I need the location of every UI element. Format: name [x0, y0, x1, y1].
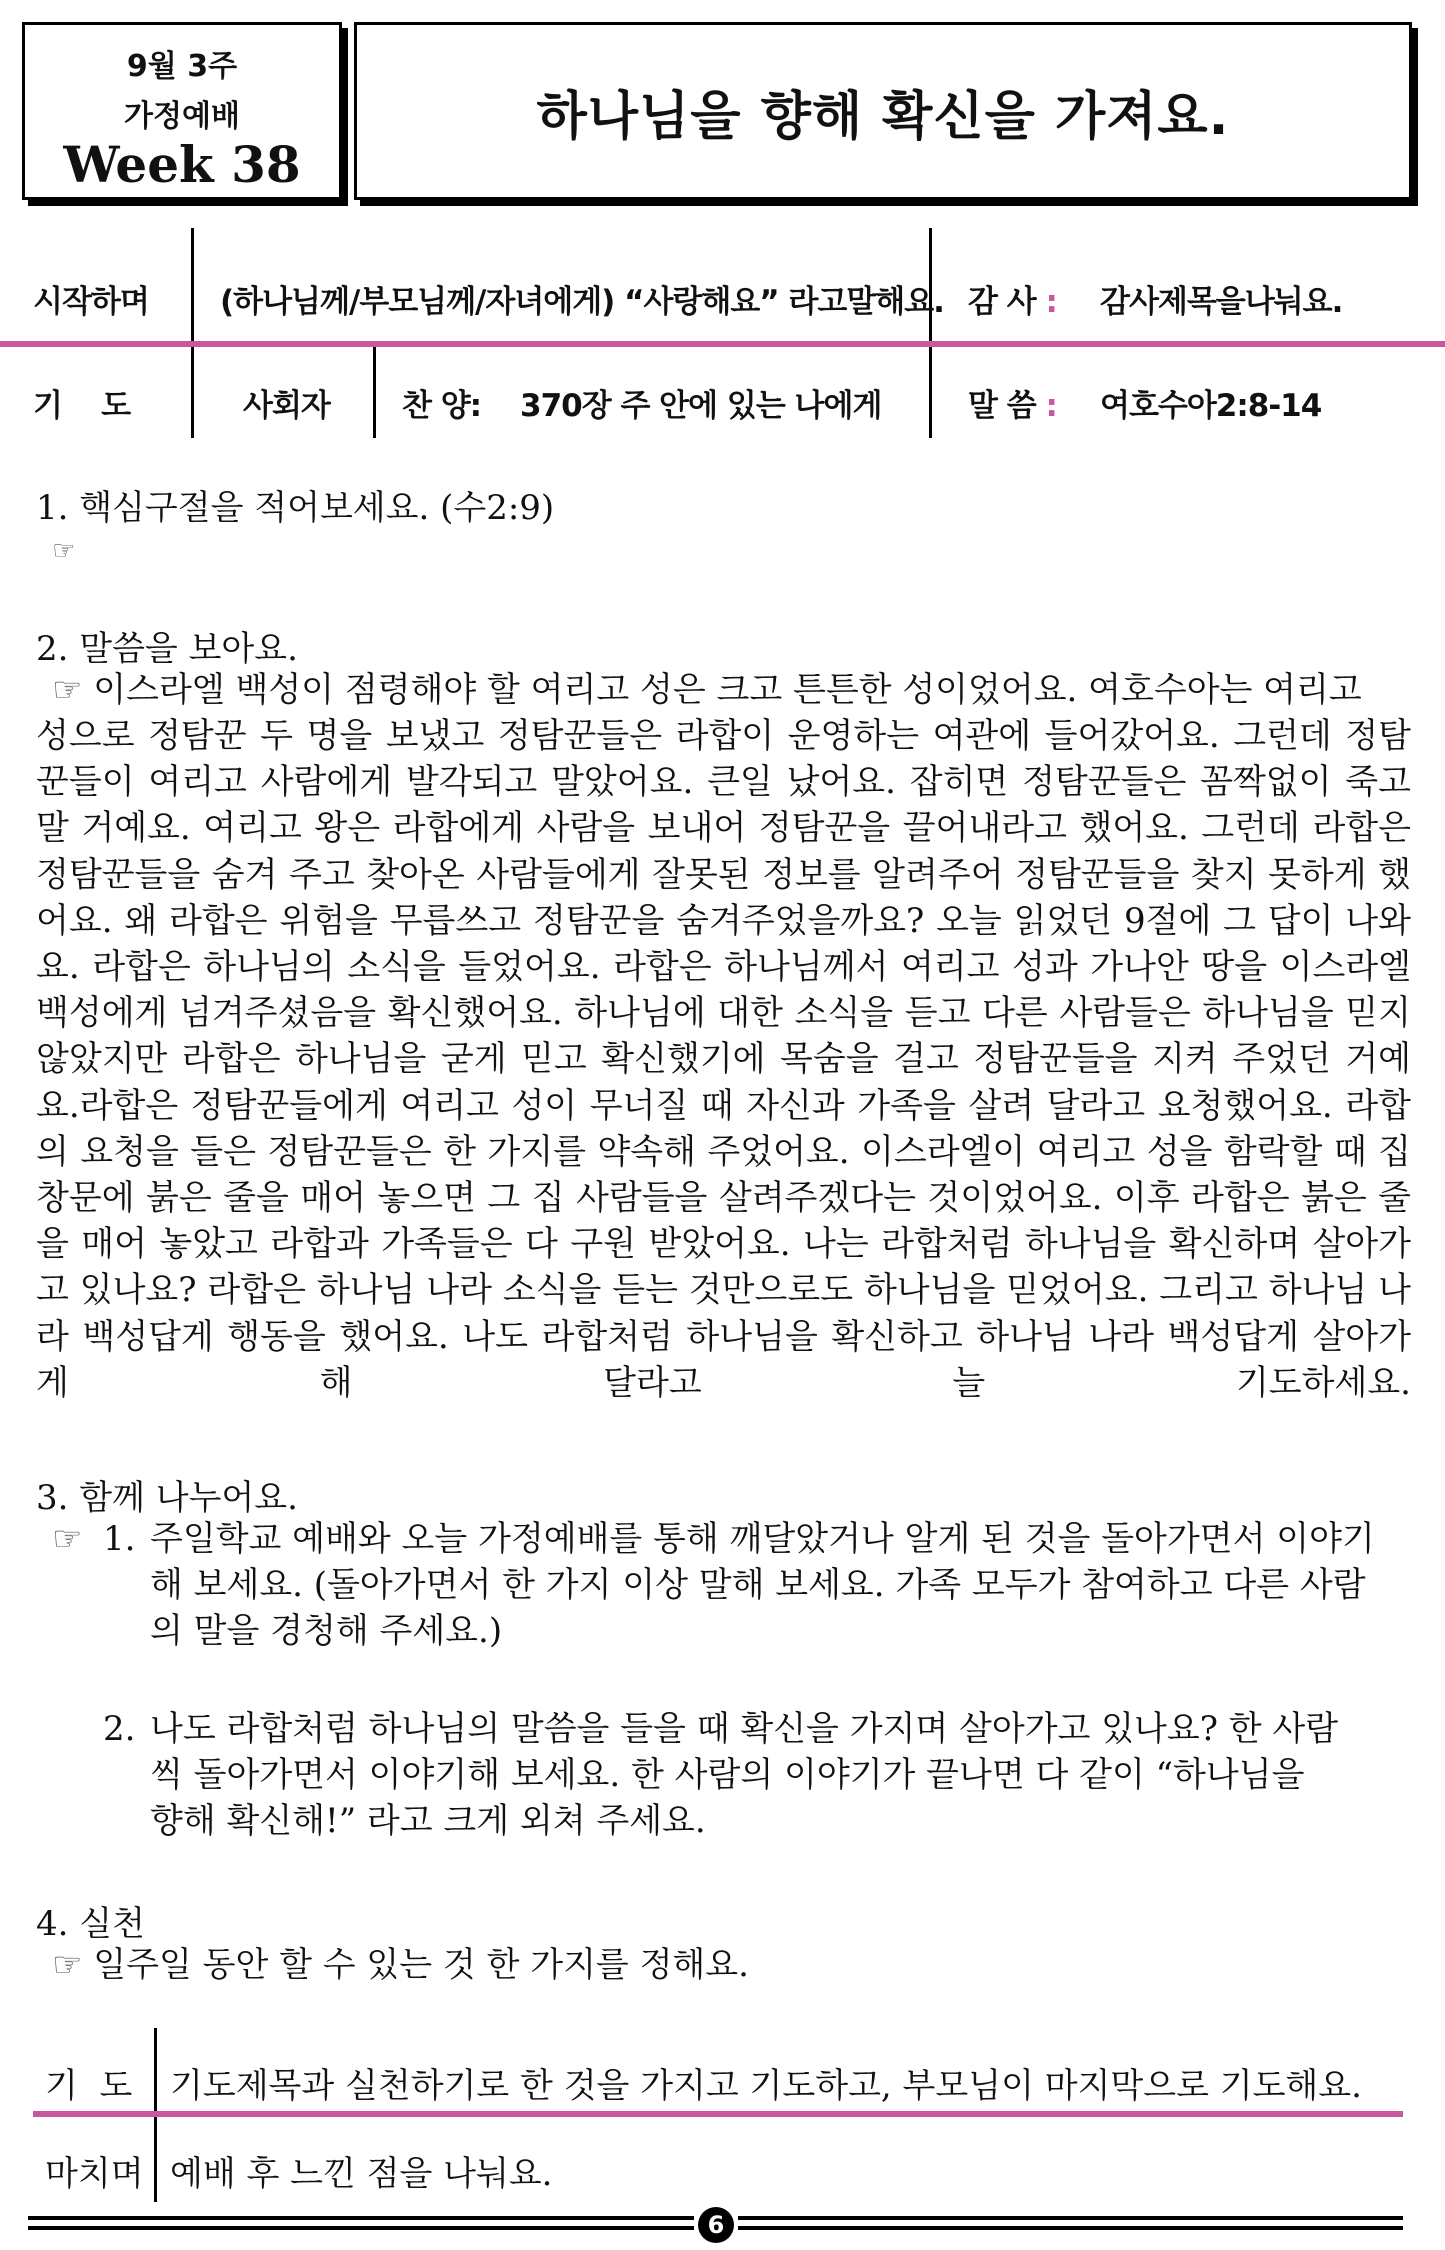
- question1-number: 1.: [103, 1519, 136, 1559]
- section4-text-line: [52, 1942, 749, 1988]
- service-name: 가정예배: [124, 99, 240, 134]
- grid-divider: [929, 228, 932, 438]
- question2-number: 2.: [103, 1709, 136, 1749]
- footer-line: [28, 2226, 694, 2230]
- pointing-hand-icon: ☞: [52, 536, 76, 566]
- thanks-colon: :: [1045, 284, 1057, 320]
- section2-first-line: [52, 667, 1362, 713]
- closing-row-divider: [33, 2111, 1403, 2117]
- week-number: Week 38: [63, 135, 301, 194]
- word-text: 여호수아2:8-14: [1100, 388, 1322, 424]
- title-box: [354, 22, 1412, 200]
- section1-title: 1. 핵심구절을 적어보세요. (수2:9): [36, 488, 555, 528]
- hymn-text: 370장 주 안에 있는 나에게: [520, 388, 882, 424]
- grid-divider: [191, 228, 194, 438]
- leader-label: 사회자: [243, 388, 330, 424]
- word-label-text: 말 씀: [968, 388, 1036, 424]
- thanks-label-text: 감 사: [968, 284, 1036, 320]
- footer-line: [738, 2226, 1403, 2230]
- section2-title: 2. 말씀을 보아요.: [36, 629, 298, 669]
- footer-line: [28, 2216, 694, 2220]
- section2-first-line-text: 이스라엘 백성이 점령해야 할 여리고 성은 크고 튼튼한 성이었어요. 여호수아는 여리고: [93, 670, 1362, 710]
- week-info-box: [22, 22, 342, 200]
- question1-text: 주일학교 예배와 오늘 가정예배를 통해 깨달았거나 알게 된 것을 돌아가면서 이야기해 보세요. (돌아가면서 한 가지 이상 말해 보세요. 가족 모두가 참여하고 다른 사람의 말을 경청해 주세요.): [150, 1519, 1375, 1652]
- pointing-hand-icon: ☞: [52, 1945, 83, 1985]
- closing-prayer-label: 기 도: [45, 2066, 133, 2106]
- closing-end-label: 마치며: [45, 2154, 144, 2194]
- page-number: 6: [698, 2207, 734, 2243]
- word-colon: :: [1045, 388, 1057, 424]
- closing-prayer-text: 기도제목과 실천하기로 한 것을 가지고 기도하고, 부모님이 마지막으로 기도해요.: [170, 2066, 1362, 2106]
- opening-label: 시작하며: [33, 284, 149, 320]
- section2-body: 성으로 정탐꾼 두 명을 보냈고 정탐꾼들은 라합이 운영하는 여관에 들어갔어요. 그런데 정탐꾼들이 여리고 사람에게 발각되고 말았어요. 큰일 났어요. 잡히면 정탐꾼들은 꼼짝없이 죽고 말 거예요. 여리고 왕은 라합에게 사람을 보내어 정탐꾼을 끌어내라고 했어요. 그런데 라합은 정탐꾼들을 숨겨 주고 찾아온 사람들에게 잘못된 정보를 알려주어 정탐꾼들을 찾지 못하게 했어요. 왜 라합은 위험을 무릅쓰고 정탐꾼을 숨겨주었을까요? 오늘 읽었던 9절에 그 답이 나와요. 라합은 하나님의 소식을 들었어요. 라합은 하나님께서 여리고 성과 가나안 땅을 이스라엘 백성에게 넘겨주셨음을 확신했어요. 하나님에 대한 소식을 듣고 다른 사람들은 하나님을 믿지 않았지만 라합은 하나님을 굳게 믿고 확신했기에 목숨을 걸고 정탐꾼들을 지켜 주었던 거예요.라합은 정탐꾼들에게 여리고 성이 무너질 때 자신과 가족을 살려 달라고 요청했어요. 라합의 요청을 들은 정탐꾼들은 한 가지를 약속해 주었어요. 이스라엘이 여리고 성을 함락할 때 집 창문에 붉은 줄을 매어 놓으면 그 집 사람들을 살려주겠다는 것이었어요. 이후 라합은 붉은 줄을 매어 놓았고 라합과 가족들은 다 구원 받았어요. 나는 라합처럼 하나님을 확신하며 살아가고 있나요? 라합은 하나님 나라 소식을 듣는 것만으로도 하나님을 믿었어요. 그리고 하나님 나라 백성답게 행동을 했어요. 나도 라합처럼 하나님을 확신하고 하나님 나라 백성답게 살아가게 해 달라고 늘 기도하세요.: [36, 716, 1411, 1403]
- grid-divider: [373, 345, 376, 438]
- thanks-text: 감사제목을나눠요.: [1100, 284, 1343, 320]
- hymn-label: 찬 양:: [402, 388, 482, 424]
- footer-line: [738, 2216, 1403, 2220]
- pointing-hand-icon: ☞: [52, 670, 83, 710]
- opening-text: (하나님께/부모님께/자녀에게) “사랑해요” 라고말해요.: [220, 284, 944, 320]
- week-date: 9월 3주: [126, 49, 238, 84]
- pointing-hand-icon: ☞: [52, 1519, 83, 1559]
- section4-title: 4. 실천: [36, 1904, 145, 1944]
- thanks-label: [968, 276, 1057, 321]
- word-label: [968, 380, 1057, 425]
- closing-end-text: 예배 후 느낀 점을 나눠요.: [170, 2154, 553, 2194]
- page-title: 하나님을 향해 확신을 가져요.: [536, 86, 1230, 147]
- prayer-label: 기 도: [33, 388, 131, 424]
- section3-title: 3. 함께 나누어요.: [36, 1478, 298, 1518]
- section4-text: 일주일 동안 할 수 있는 것 한 가지를 정해요.: [93, 1945, 749, 1985]
- grid-row-divider: [0, 341, 1445, 347]
- question2-text: 나도 라합처럼 하나님의 말씀을 들을 때 확신을 가지며 살아가고 있나요? 한 사람씩 돌아가면서 이야기해 보세요. 한 사람의 이야기가 끝나면 다 같이 “하나님을 향해 확신해!” 라고 크게 외쳐 주세요.: [150, 1709, 1339, 1842]
